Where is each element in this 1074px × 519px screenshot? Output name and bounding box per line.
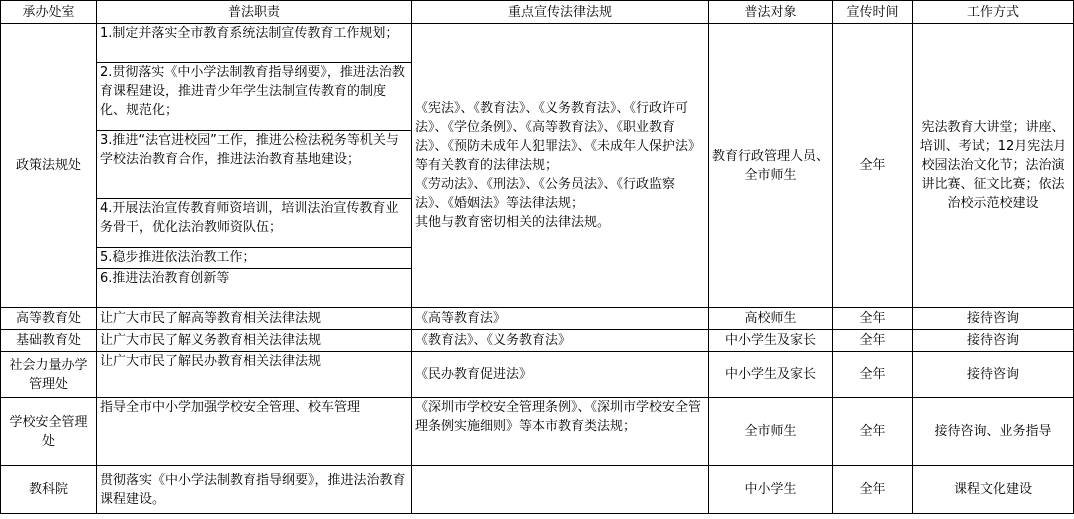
laws-cell: 《教育法》、《义务教育法》 (412, 330, 709, 352)
time-cell: 全年 (833, 330, 913, 352)
header-row (1, 1, 1074, 24)
header-time: 宣传时间 (833, 1, 913, 24)
laws-cell: 《高等教育法》 (412, 308, 709, 330)
table-row (1, 352, 1074, 398)
laws-paragraph: 《劳动法》、《刑法》、《公务员法》、《行政监察法》、《婚姻法》等法律法规； (415, 177, 676, 211)
duty-item: 5.稳步推进依法治教工作； (97, 248, 411, 269)
table-row (1, 24, 1074, 308)
office-cell: 教科院 (1, 466, 97, 514)
table-row (1, 330, 1074, 352)
header-office: 承办处室 (1, 1, 97, 24)
laws-cell: 《民办教育促进法》 (412, 352, 709, 398)
header-method: 工作方式 (913, 1, 1074, 24)
laws-cell: 《深圳市学校安全管理条例》、《深圳市学校安全管理条例实施细则》等本市教育类法规； (412, 398, 709, 466)
office-cell: 政策法规处 (1, 24, 97, 308)
time-cell: 全年 (833, 466, 913, 514)
duty-list-cell (97, 24, 412, 308)
laws-paragraph: 其他与教育密切相关的法律法规。 (415, 215, 611, 230)
duty-item: 1.制定并落实全市教育系统法制宣传教育工作规划； (97, 24, 411, 63)
method-cell: 课程文化建设 (913, 466, 1074, 514)
target-cell: 中小学生及家长 (709, 330, 833, 352)
method-cell: 宪法教育大讲堂；讲座、培训、考试；12月宪法月校园法治文化节；法治演讲比赛、征文比赛；依法治校示范校建设 (913, 24, 1074, 308)
duty-item: 6.推进法治教育创新等 (100, 271, 230, 286)
target-cell: 中小学生及家长 (709, 352, 833, 398)
table-row (1, 398, 1074, 466)
duty-cell: 让广大市民了解义务教育相关法律法规 (97, 330, 412, 352)
method-cell: 接待咨询 (913, 330, 1074, 352)
table-row (1, 308, 1074, 330)
target-cell: 全市师生 (709, 398, 833, 466)
method-cell: 接待咨询、业务指导 (913, 398, 1074, 466)
target-cell: 高校师生 (709, 308, 833, 330)
duty-item: 2.贯彻落实《中小学法制教育指导纲要》，推进法治教育课程建设，推进青少年学生法制宣传教育的制度化、规范化； (97, 63, 411, 131)
office-cell: 基础教育处 (1, 330, 97, 352)
duty-cell: 让广大市民了解高等教育相关法律法规 (97, 308, 412, 330)
target-cell: 教育行政管理人员、全市师生 (709, 24, 833, 308)
time-cell: 全年 (833, 398, 913, 466)
method-cell: 接待咨询 (913, 352, 1074, 398)
duty-item: 3.推进“法官进校园”工作，推进公检法税务等机关与学校法治教育合作，推进法治教育基地建设； (97, 131, 411, 199)
time-cell: 全年 (833, 24, 913, 308)
time-cell: 全年 (833, 308, 913, 330)
time-cell: 全年 (833, 352, 913, 398)
duty-cell: 贯彻落实《中小学法制教育指导纲要》，推进法治教育课程建设。 (97, 466, 412, 514)
office-cell: 高等教育处 (1, 308, 97, 330)
table-row (1, 466, 1074, 514)
duty-cell: 指导全市中小学加强学校安全管理、校车管理 (97, 398, 412, 466)
office-cell: 社会力量办学管理处 (1, 352, 97, 398)
laws-cell (412, 466, 709, 514)
method-cell: 接待咨询 (913, 308, 1074, 330)
laws-cell (412, 24, 709, 308)
office-cell: 学校安全管理处 (1, 398, 97, 466)
duty-item: 4.开展法治宣传教育师资培训，培训法治宣传教育业务骨干，优化法治教师资队伍； (97, 199, 411, 248)
target-cell: 中小学生 (709, 466, 833, 514)
header-target: 普法对象 (709, 1, 833, 24)
laws-paragraph: 《宪法》、《教育法》、《义务教育法》、《行政许可法》、《学位条例》、《高等教育法》、《职业教育法》、《预防未成年人犯罪法》、《未成年人保护法》等有关教育的法律法规； (415, 101, 702, 173)
header-laws: 重点宣传法律法规 (412, 1, 709, 24)
header-duty: 普法职责 (97, 1, 412, 24)
duty-cell: 让广大市民了解民办教育相关法律法规 (97, 352, 412, 398)
